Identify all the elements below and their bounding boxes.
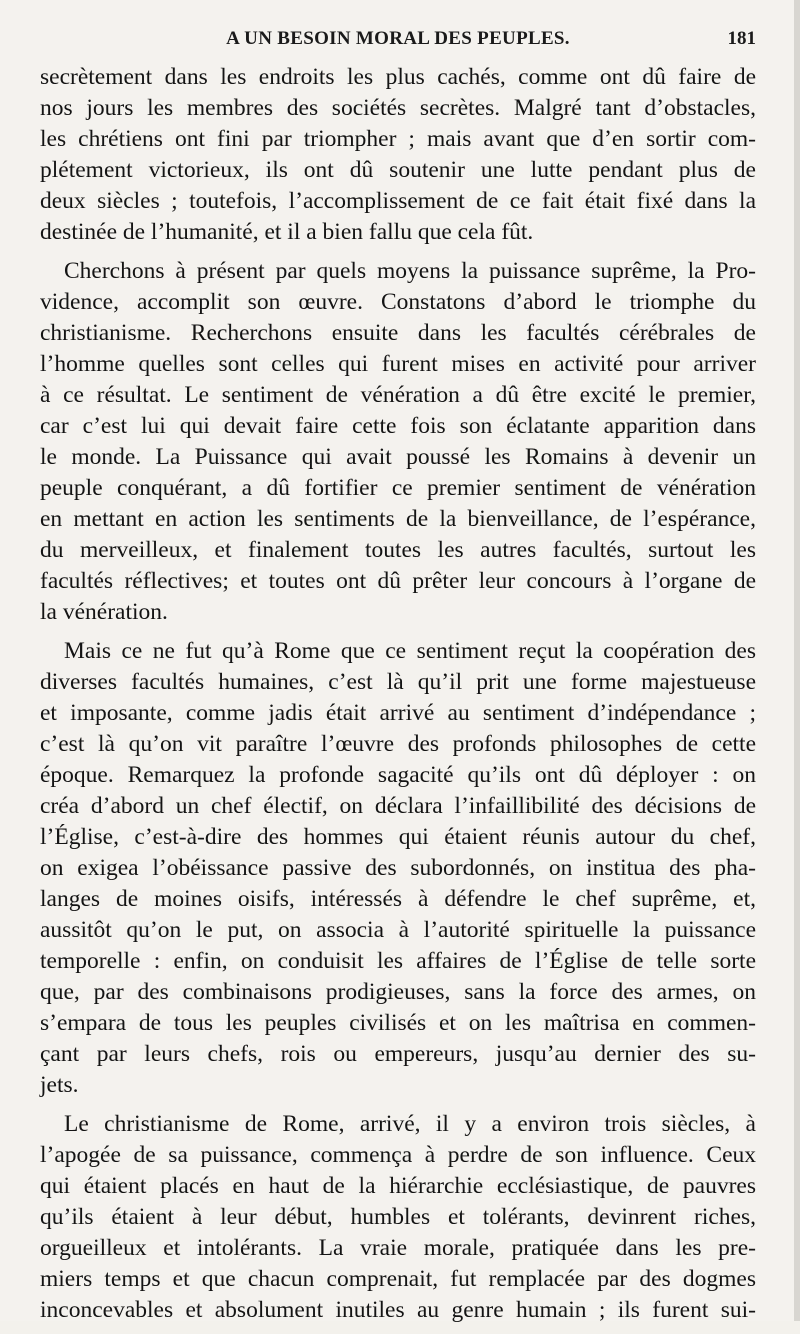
text-line: c’est là qu’on vit paraître l’œuvre des profonds philosophes de cette xyxy=(40,731,756,757)
text-line: à ce résultat. Le sentiment de vénération a dû être excité le premier, xyxy=(40,382,756,408)
text-line: l’Église, c’est-à-dire des hommes qui étaient réunis autour du chef, xyxy=(40,824,756,850)
text-line: s’empara de tous les peuples civilisés et on les maîtrisa en commen- xyxy=(40,1010,756,1036)
paragraph-1 xyxy=(40,62,756,248)
text-line: facultés réflectives; et toutes ont dû prêter leur concours à l’organe de xyxy=(40,568,756,594)
text-line: qui étaient placés en haut de la hiérarchie ecclésiastique, de pauvres xyxy=(40,1173,756,1199)
text-line: aussitôt qu’on le put, on associa à l’autorité spirituelle la puissance xyxy=(40,917,756,943)
text-line: peuple conquérant, a dû fortifier ce premier sentiment de vénération xyxy=(40,475,756,501)
paragraph-2 xyxy=(40,256,756,628)
text-line: orgueilleux et intolérants. La vraie morale, pratiquée dans les pre- xyxy=(40,1235,756,1261)
text-line: langes de moines oisifs, intéressés à défendre le chef suprême, et, xyxy=(40,886,756,912)
text-line: çant par leurs chefs, rois ou empereurs, jusqu’au dernier des su- xyxy=(40,1041,756,1067)
paragraph-4 xyxy=(40,1109,756,1326)
text-line: vidence, accomplit son œuvre. Constatons d’abord le triomphe du xyxy=(40,289,756,315)
text-line: Cherchons à présent par quels moyens la puissance suprême, la Pro- xyxy=(64,258,756,284)
text-line: temporelle : enfin, on conduisit les affaires de l’Église de telle sorte xyxy=(40,948,756,974)
text-line: Le christianisme de Rome, arrivé, il y a environ trois siècles, à xyxy=(64,1111,756,1137)
text-line: deux siècles ; toutefois, l’accomplissement de ce fait était fixé dans la xyxy=(40,188,756,214)
text-line: inconcevables et absolument inutiles au genre humain ; ils furent sui- xyxy=(40,1297,756,1323)
text-line: créa d’abord un chef électif, on déclara l’infaillibilité des décisions de xyxy=(40,793,756,819)
text-line: plétement victorieux, ils ont dû soutenir une lutte pendant plus de xyxy=(40,157,756,183)
text-line: époque. Remarquez la profonde sagacité qu’ils ont dû déployer : on xyxy=(40,762,756,788)
text-line: destinée de l’humanité, et il a bien fallu que cela fût. xyxy=(40,219,534,245)
text-line: qu’ils étaient à leur début, humbles et tolérants, devinrent riches, xyxy=(40,1204,756,1230)
text-line: les chrétiens ont fini par triompher ; mais avant que d’en sortir com- xyxy=(40,126,756,152)
text-line: christianisme. Recherchons ensuite dans les facultés cérébrales de xyxy=(40,320,756,346)
text-line: diverses facultés humaines, c’est là qu’il prit une forme majestueuse xyxy=(40,669,756,695)
text-line: car c’est lui qui devait faire cette fois son éclatante apparition dans xyxy=(40,413,756,439)
running-title: A UN BESOIN MORAL DES PEUPLES. xyxy=(226,28,570,49)
text-line: que, par des combinaisons prodigieuses, sans la force des armes, on xyxy=(40,979,756,1005)
text-line: on exigea l’obéissance passive des subordonnés, on institua des pha- xyxy=(40,855,756,881)
text-line: le monde. La Puissance qui avait poussé les Romains à devenir un xyxy=(40,444,756,470)
text-line: jets. xyxy=(40,1072,79,1098)
text-line: en mettant en action les sentiments de la bienveillance, de l’espérance, xyxy=(40,506,756,532)
text-line: secrètement dans les endroits les plus cachés, comme ont dû faire de xyxy=(40,64,756,90)
text-line: l’homme quelles sont celles qui furent mises en activité pour arriver xyxy=(40,351,756,377)
body-text xyxy=(40,62,756,1334)
page-number: 181 xyxy=(727,28,756,49)
text-line: l’apogée de sa puissance, commença à perdre de son influence. Ceux xyxy=(40,1142,756,1168)
text-line: la vénération. xyxy=(40,599,168,625)
text-line: et imposante, comme jadis était arrivé au sentiment d’indépendance ; xyxy=(40,700,756,726)
running-header xyxy=(40,28,756,58)
text-line: nos jours les membres des sociétés secrètes. Malgré tant d’obstacles, xyxy=(40,95,756,121)
text-line: du merveilleux, et finalement toutes les autres facultés, surtout les xyxy=(40,537,756,563)
text-line: Mais ce ne fut qu’à Rome que ce sentiment reçut la coopération des xyxy=(64,638,756,664)
paragraph-3 xyxy=(40,636,756,1101)
text-line: miers temps et que chacun comprenait, fut remplacée par des dogmes xyxy=(40,1266,756,1292)
